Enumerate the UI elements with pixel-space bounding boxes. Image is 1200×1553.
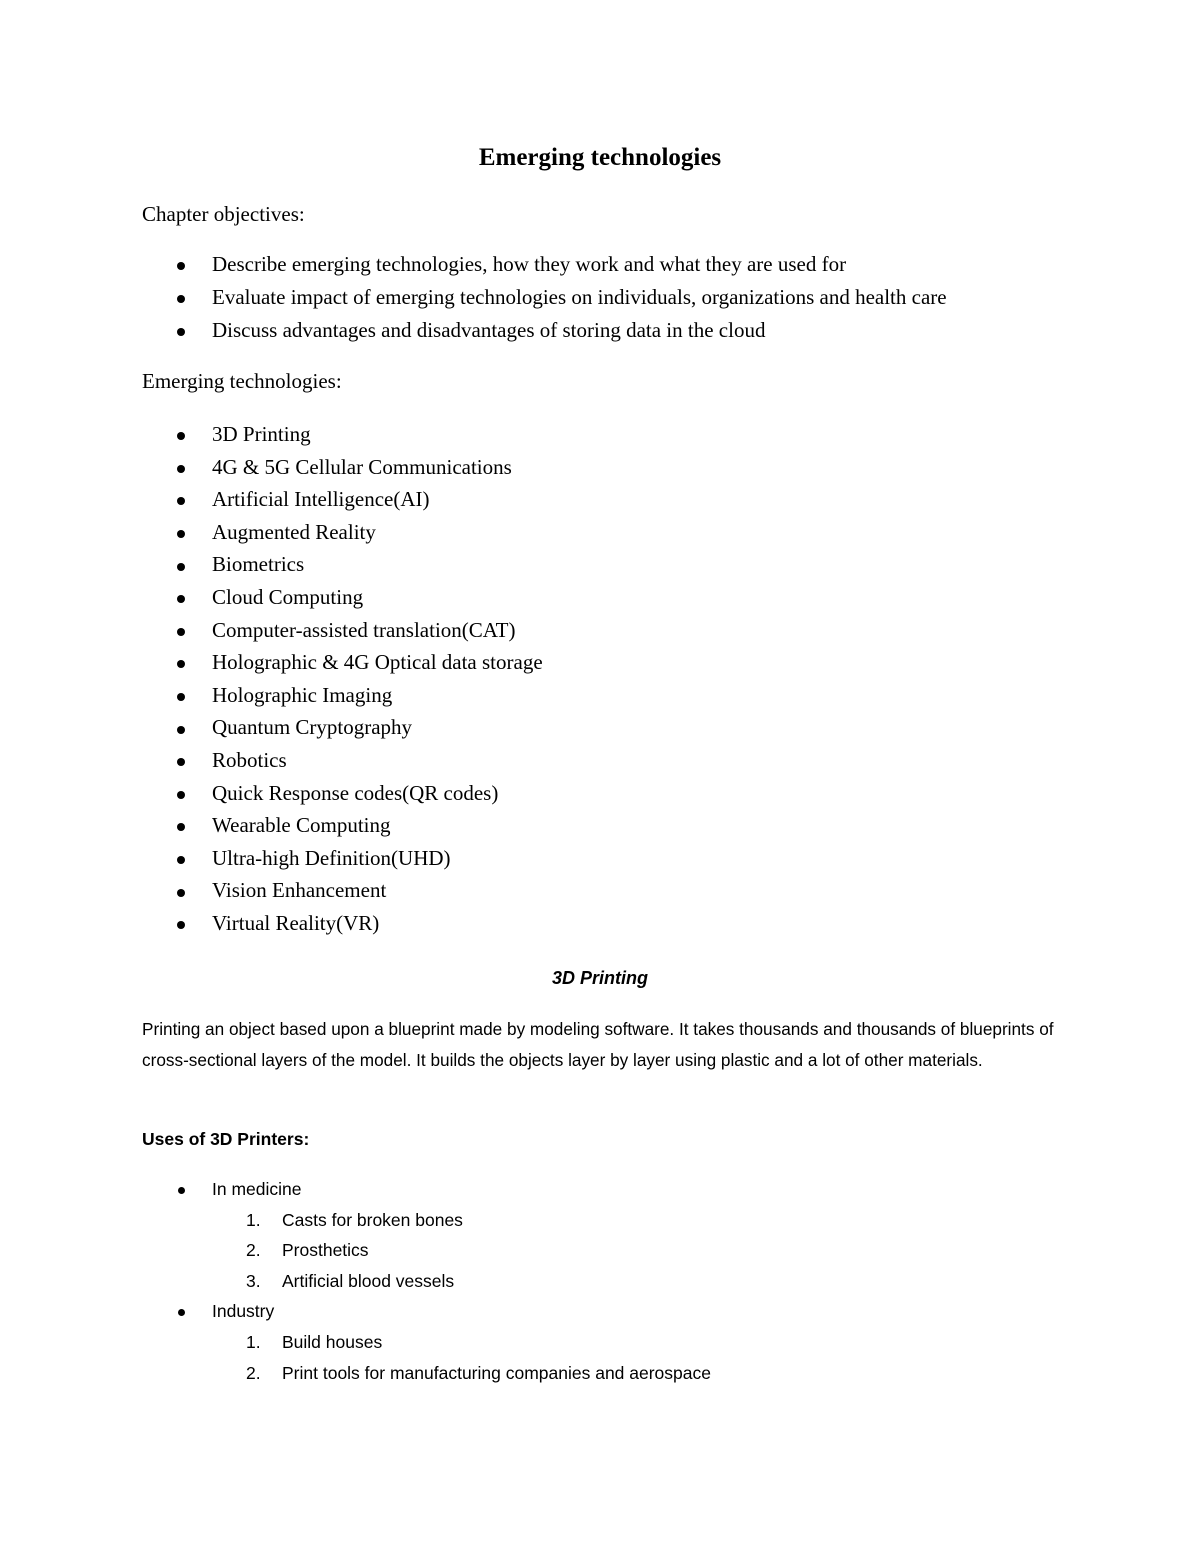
list-item: [142, 1296, 711, 1388]
bullet-icon: [176, 809, 186, 842]
sub-list-item: [212, 1235, 711, 1266]
list-item: [142, 451, 543, 484]
objective-text: Describe emerging technologies, how they work and what they are used for: [212, 252, 847, 276]
sub-list-item: [212, 1205, 711, 1236]
list-item: [142, 744, 543, 777]
technology-text: 3D Printing: [212, 422, 311, 446]
bullet-icon: [176, 1296, 186, 1327]
technology-text: Holographic Imaging: [212, 682, 393, 707]
technology-text: Cloud Computing: [212, 584, 364, 609]
item-number: 1.: [246, 1209, 261, 1230]
list-item: [142, 516, 543, 549]
technology-text: Ultra-high Definition(UHD): [212, 845, 451, 870]
technology-text: Artificial Intelligence(AI): [212, 487, 430, 512]
section-heading: 3D Printing: [551, 968, 648, 988]
technologies-list: [142, 418, 543, 940]
use-category: In medicine: [212, 1179, 302, 1199]
section-body: Printing an object based upon a blueprint made by modeling software. It takes thousands and thousands of blueprints of cross-sectional layers of the model. It builds the objects layer by layer using plastic and a lot of other materials.: [142, 1019, 1054, 1070]
item-number: 2.: [246, 1362, 261, 1383]
bullet-icon: [176, 451, 186, 484]
bullet-icon: [176, 777, 186, 810]
item-number: 1.: [246, 1331, 261, 1352]
list-item: [142, 711, 543, 744]
bullet-icon: [176, 842, 186, 875]
list-item: [142, 483, 543, 516]
bullet-icon: [176, 1174, 186, 1205]
list-item: [142, 809, 543, 842]
sub-item-text: Artificial blood vessels: [282, 1270, 455, 1291]
sub-item-text: Casts for broken bones: [282, 1209, 463, 1230]
objectives-label: Chapter objectives:: [142, 202, 305, 226]
technology-text: Wearable Computing: [212, 813, 391, 838]
bullet-icon: [176, 679, 186, 712]
list-item: [142, 842, 543, 875]
item-number: 3.: [246, 1270, 261, 1291]
bullet-icon: [176, 614, 186, 647]
bullet-icon: [176, 418, 186, 451]
technology-text: Computer-assisted translation(CAT): [212, 617, 516, 642]
bullet-icon: [176, 314, 186, 347]
technology-text: Virtual Reality(VR): [212, 910, 380, 935]
list-item: [142, 281, 947, 314]
sub-list: [212, 1205, 711, 1297]
technology-text: 4G & 5G Cellular Communications: [212, 454, 512, 479]
list-item: [142, 777, 543, 810]
objectives-list: [142, 248, 947, 347]
sub-list-item: [212, 1327, 711, 1358]
sub-list: [212, 1327, 711, 1388]
list-item: [142, 614, 543, 647]
sub-list-item: [212, 1266, 711, 1297]
bullet-icon: [176, 874, 186, 907]
list-item: [142, 646, 543, 679]
list-item: [142, 874, 543, 907]
technology-text: Vision Enhancement: [212, 878, 387, 903]
bullet-icon: [176, 646, 186, 679]
bullet-icon: [176, 248, 186, 281]
technology-text: Augmented Reality: [212, 519, 376, 544]
list-item: [142, 907, 543, 940]
bullet-icon: [176, 483, 186, 516]
list-item: [142, 248, 947, 281]
objective-text: Discuss advantages and disadvantages of storing data in the cloud: [212, 318, 766, 342]
list-item: [142, 418, 543, 451]
bullet-icon: [176, 744, 186, 777]
list-item: [142, 314, 947, 347]
use-category: Industry: [212, 1301, 275, 1322]
technology-text: Robotics: [212, 747, 287, 772]
sub-list-item: [212, 1358, 711, 1389]
technology-text: Quick Response codes(QR codes): [212, 780, 499, 805]
list-item: [142, 548, 543, 581]
technologies-label: Emerging technologies:: [142, 369, 342, 393]
technology-text: Biometrics: [212, 552, 305, 577]
uses-list: [142, 1174, 711, 1388]
bullet-icon: [176, 711, 186, 744]
list-item: [142, 679, 543, 712]
sub-item-text: Build houses: [282, 1331, 383, 1352]
sub-item-text: Print tools for manufacturing companies and aerospace: [282, 1362, 711, 1383]
bullet-icon: [176, 516, 186, 549]
objective-text: Evaluate impact of emerging technologies on individuals, organizations and health care: [212, 285, 947, 309]
page-title: Emerging technologies: [478, 144, 722, 171]
item-number: 2.: [246, 1240, 261, 1261]
bullet-icon: [176, 548, 186, 581]
bullet-icon: [176, 581, 186, 614]
list-item: [142, 581, 543, 614]
list-item: [142, 1174, 711, 1296]
technology-text: Holographic & 4G Optical data storage: [212, 650, 543, 675]
technology-text: Quantum Cryptography: [212, 715, 413, 740]
bullet-icon: [176, 281, 186, 314]
bullet-icon: [176, 907, 186, 940]
sub-item-text: Prosthetics: [282, 1240, 369, 1261]
uses-heading: Uses of 3D Printers:: [142, 1129, 310, 1149]
